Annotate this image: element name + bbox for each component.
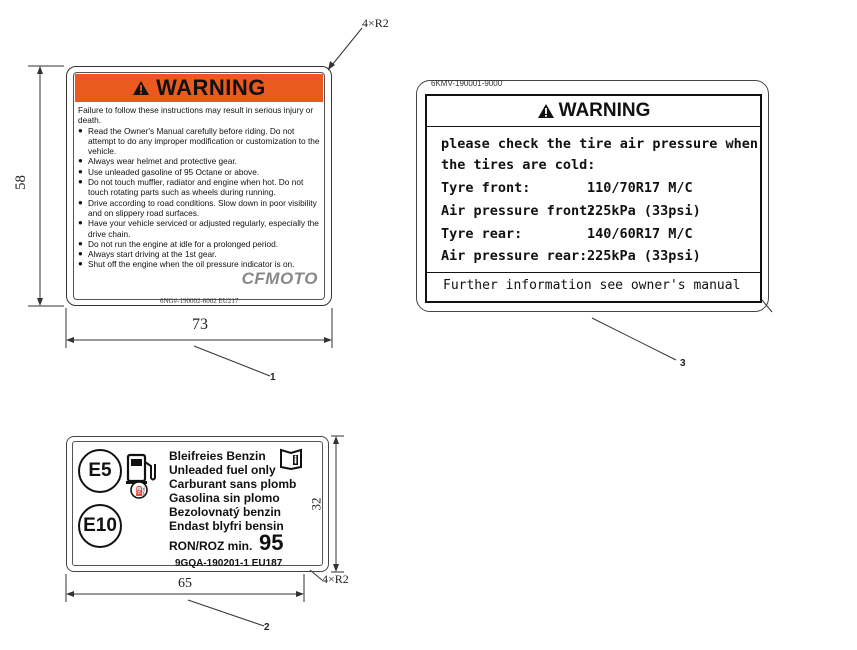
warning-item: ● Do not run the engine at idle for a prolonged period.	[78, 239, 321, 249]
warning-header	[427, 96, 760, 127]
label1-width-dimension: 73	[192, 316, 208, 333]
label2-height-dimension: 32	[308, 497, 324, 511]
fuel-label	[66, 436, 329, 572]
warning-item: ● Always start driving at the 1st gear.	[78, 249, 321, 259]
tire-pressure-label	[416, 80, 769, 312]
tyre-front-value: 110/70R17 M/C	[587, 180, 693, 196]
label1-radius-note: 4×R2	[362, 16, 389, 30]
label3-part-code: 6KMV-190001-9000	[431, 79, 503, 88]
warning-title: WARNING	[558, 100, 651, 121]
air-front-value: 225kPa (33psi)	[587, 203, 701, 219]
air-rear-value: 225kPa (33psi)	[587, 248, 701, 264]
fuel-text-cs: Bezolovnatý benzin	[169, 505, 282, 519]
warning-item: ● Use unleaded gasoline of 95 Octane or above.	[78, 167, 321, 177]
warning-intro: Failure to follow these instructions may result in serious injury or death.	[78, 105, 314, 126]
label2-width-dimension: 65	[178, 576, 192, 591]
warning-item: ● Always wear helmet and protective gear.	[78, 156, 321, 166]
label1-height-dimension: 58	[13, 175, 29, 190]
footer-text: Further information see owner's manual	[443, 278, 741, 293]
tyre-rear-value: 140/60R17 M/C	[587, 226, 693, 242]
fuel-text-de: Bleifreies Benzin	[169, 449, 266, 463]
warning-label-1	[66, 66, 332, 306]
ron-value: 95	[259, 530, 284, 555]
instruction-line-1: please check the tire air pressure when	[441, 136, 758, 152]
label1-part-code: 6NG#-190002-6002 EU217	[160, 297, 239, 305]
warning-item: ● Shut off the engine when the oil pressure indicator is on.	[78, 259, 321, 269]
e10-badge: E10	[78, 504, 122, 548]
svg-text:⛽: ⛽	[135, 487, 147, 497]
air-rear-label: Air pressure rear:	[441, 248, 588, 264]
callout-1: 1	[270, 372, 276, 383]
warning-triangle-icon	[537, 103, 555, 119]
callout-2: 2	[264, 622, 270, 633]
tyre-rear-label: Tyre rear:	[441, 226, 523, 242]
fuel-text-fr: Carburant sans plomb	[169, 477, 297, 491]
warning-item: ● Do not touch muffler, radiator and engine when hot. Do not touch rotating parts such as wheels during running.	[78, 177, 321, 198]
e5-badge: E5	[78, 449, 122, 493]
fuel-text-sv: Endast blyfri bensin	[169, 519, 284, 533]
warning-triangle-icon	[132, 80, 150, 96]
warning-item: ● Drive according to road conditions. Slow down in poor visibility and on slippery road surfaces.	[78, 198, 321, 219]
manual-info-icon	[279, 446, 303, 470]
fuel-text-en: Unleaded fuel only	[169, 463, 276, 477]
footer-box	[427, 272, 760, 301]
warning-body	[78, 105, 321, 270]
instruction-line-2: the tires are cold:	[441, 157, 596, 173]
air-front-label: Air pressure front:	[441, 203, 596, 219]
warning-title: WARNING	[156, 75, 266, 100]
callout-3: 3	[680, 358, 686, 369]
fuel-text-es: Gasolina sin plomo	[169, 491, 280, 505]
tyre-front-label: Tyre front:	[441, 180, 531, 196]
warning-banner	[75, 74, 323, 102]
fuel-pump-icon	[125, 452, 161, 500]
label2-part-code: 9GQA-190201-1 EU187	[175, 558, 283, 569]
ron-label: RON/ROZ min.	[169, 539, 253, 553]
warning-list	[78, 126, 321, 270]
label2-radius-note: 4×R2	[322, 572, 349, 586]
cfmoto-logo: CFMOTO	[241, 269, 318, 288]
warning-item: ● Have your vehicle serviced or adjusted regularly, especially the drive chain.	[78, 218, 321, 239]
warning-item: ● Read the Owner's Manual carefully before riding. Do not attempt to do any improper modification or customization to the vehicle.	[78, 126, 321, 157]
